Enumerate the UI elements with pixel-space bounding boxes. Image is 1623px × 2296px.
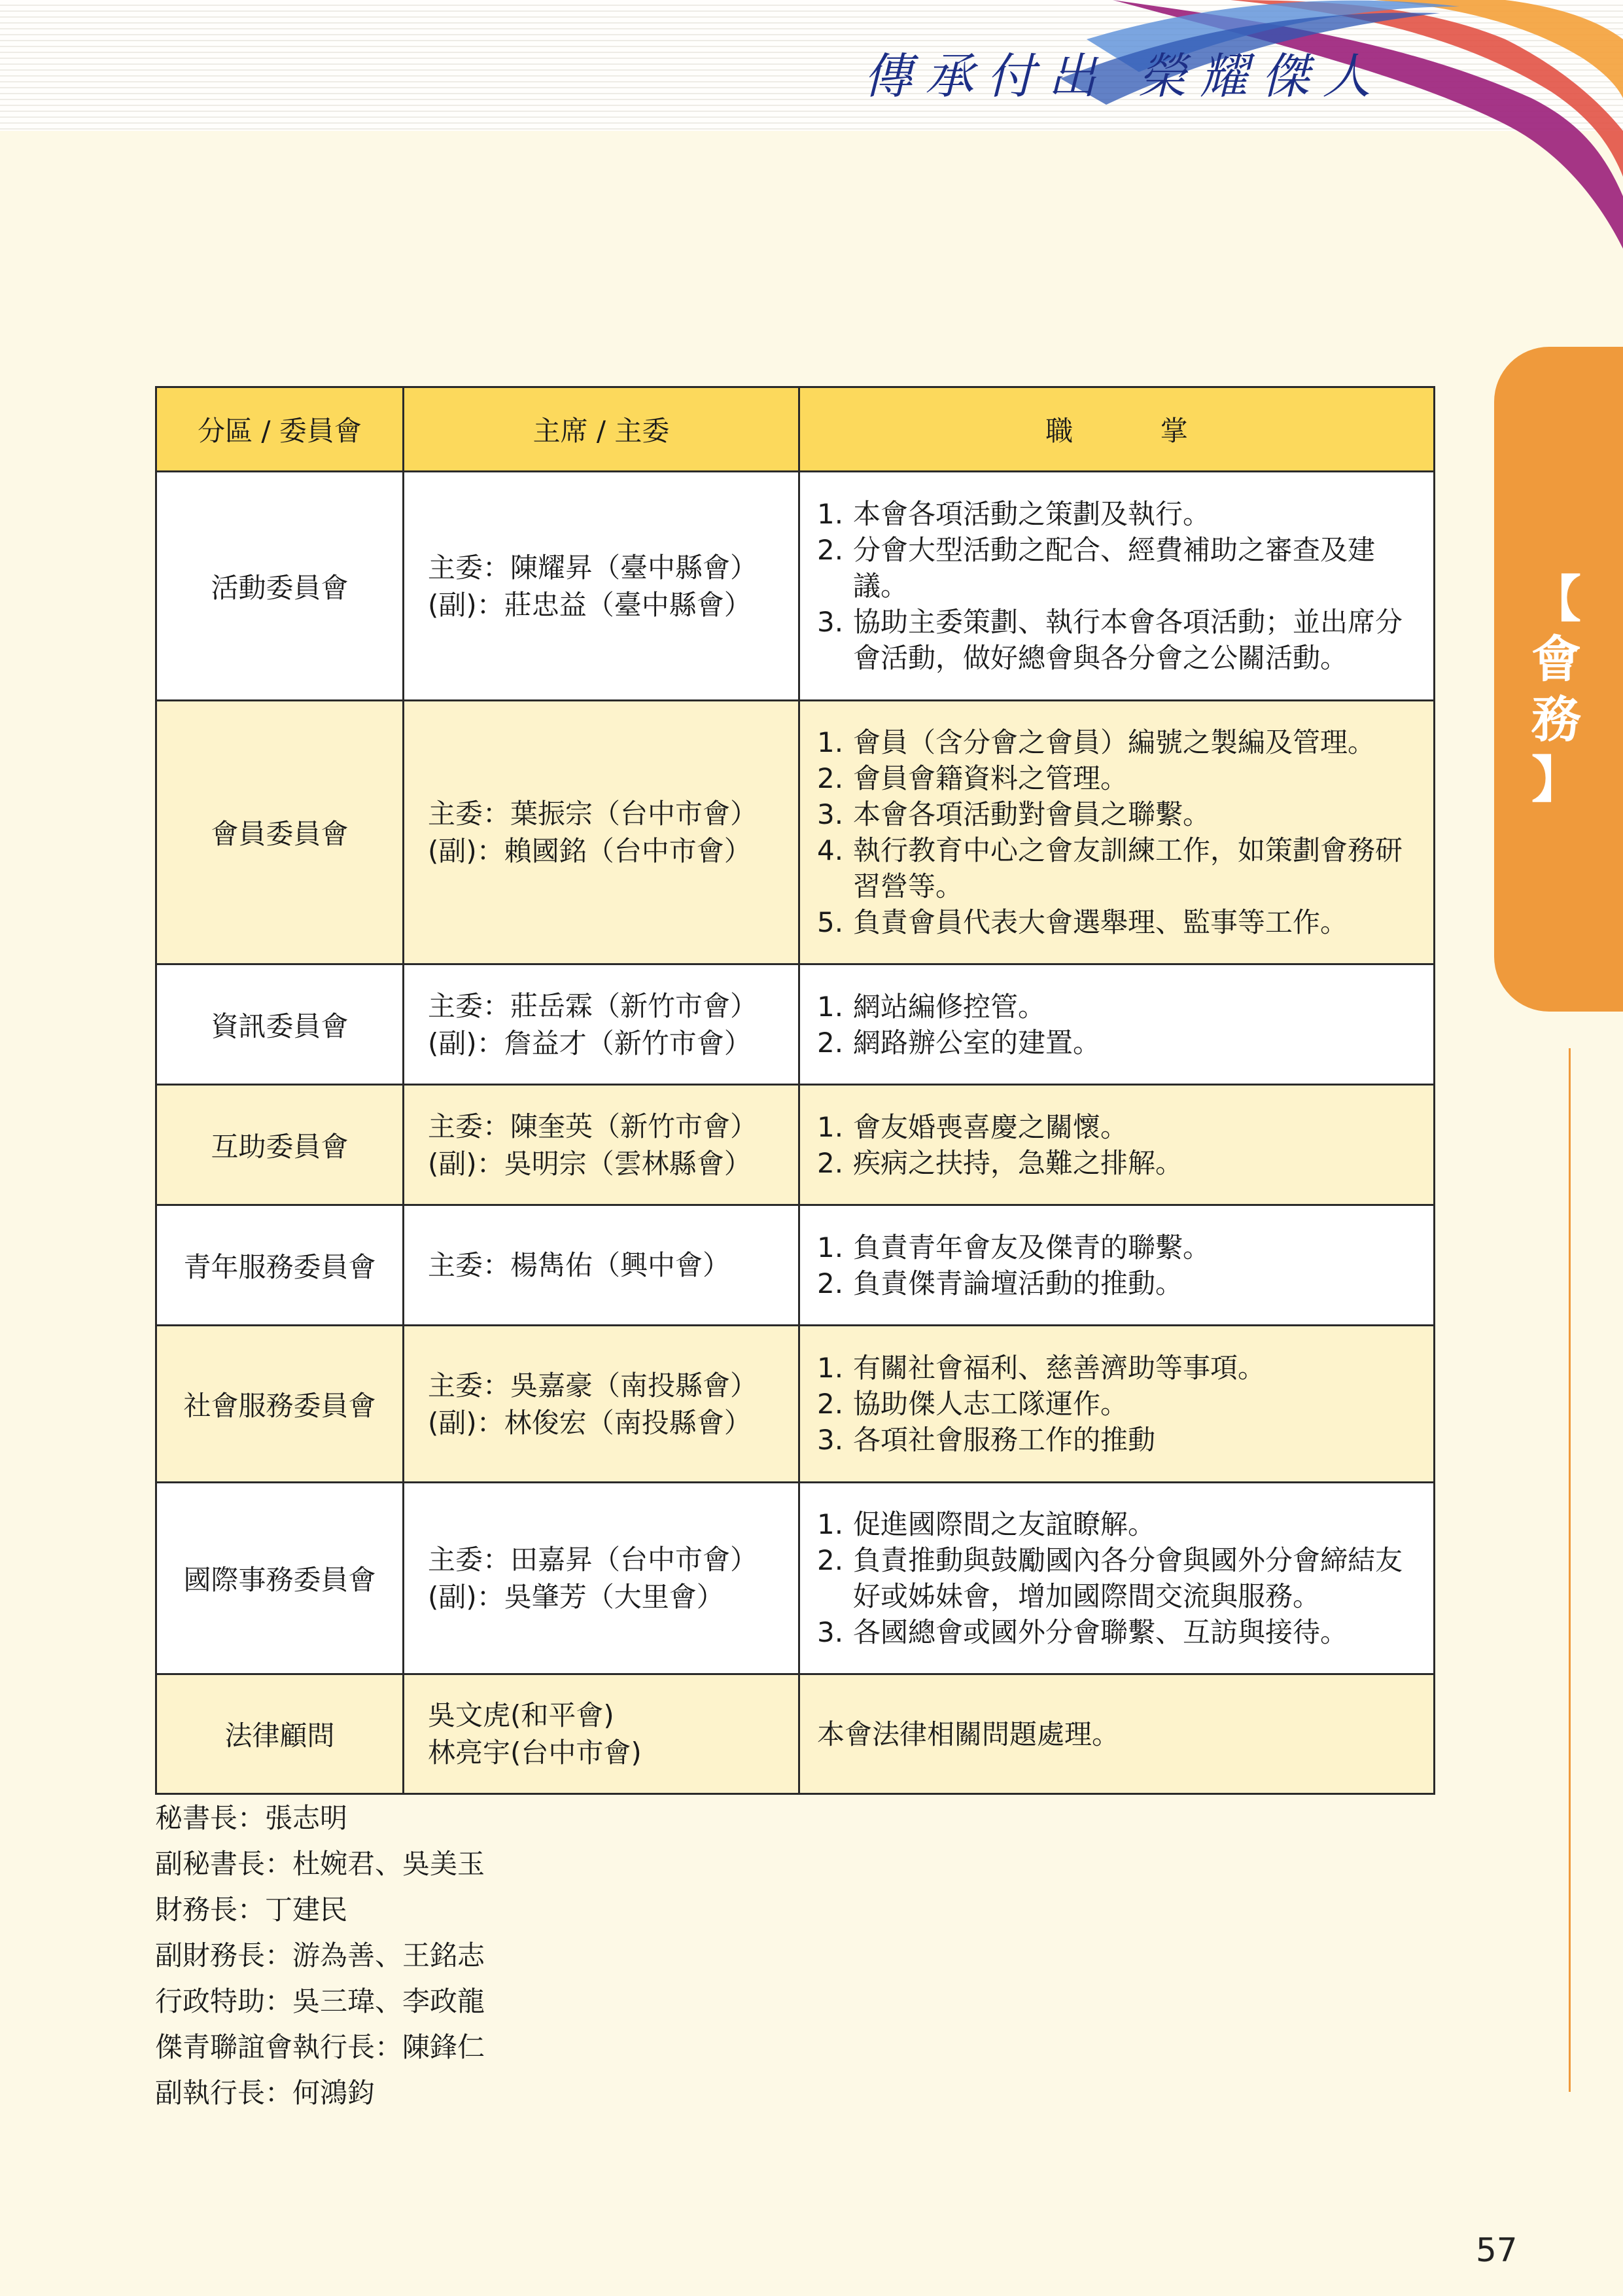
duty-text: 促進國際間之友誼瞭解。 <box>853 1508 1156 1540</box>
committee-name: 法律顧問 <box>156 1674 404 1794</box>
duty-number: 2. <box>817 1388 844 1420</box>
duty-item <box>817 1422 1420 1458</box>
duty-number: 1. <box>817 1508 844 1540</box>
duty-item <box>817 989 1420 1025</box>
chair-line: (副)：莊忠益（臺中縣會） <box>428 588 752 621</box>
committee-name: 國際事務委員會 <box>156 1483 404 1674</box>
duty-text: 本會各項活動之策劃及執行。 <box>853 498 1211 530</box>
chair-line: (副)：詹益才（新竹市會） <box>428 1027 752 1059</box>
side-tab-char: 務 <box>1531 690 1581 749</box>
committee-chairs <box>404 1085 799 1205</box>
duty-number: 3. <box>817 1424 844 1456</box>
chair-line: 主委：楊雋佑（興中會） <box>428 1249 731 1281</box>
chair-line: 主委：吳嘉豪（南投縣會） <box>428 1369 758 1402</box>
duty-number: 1. <box>817 990 844 1023</box>
duty-number: 1. <box>817 1110 844 1143</box>
committee-duties <box>799 472 1435 701</box>
duty-text: 負責會員代表大會選舉理、監事等工作。 <box>853 906 1348 938</box>
duty-item <box>817 1265 1420 1301</box>
duty-number: 4. <box>817 834 844 866</box>
duty-item <box>817 1506 1420 1542</box>
chair-line: 主委：陳耀昇（臺中縣會） <box>428 551 758 584</box>
committee-duties <box>799 1326 1435 1483</box>
committee-duties <box>799 1674 1435 1794</box>
side-tab-char: 會 <box>1531 630 1581 688</box>
duty-item <box>817 1109 1420 1145</box>
committee-chairs <box>404 1205 799 1326</box>
chair-line: 主委：葉振宗（台中市會） <box>428 798 758 830</box>
officers-list <box>155 1795 485 2116</box>
chair-line: 主委：田嘉昇（台中市會） <box>428 1544 758 1576</box>
duty-number: 1. <box>817 1352 844 1384</box>
duty-item <box>817 1025 1420 1061</box>
table-header-row <box>156 387 1435 472</box>
duty-number: 2. <box>817 762 844 794</box>
chair-line: (副)：吳明宗（雲林縣會） <box>428 1147 752 1180</box>
side-tab-label <box>1494 569 1618 810</box>
duty-text: 各項社會服務工作的推動 <box>853 1424 1156 1456</box>
officer-line: 財務長：丁建民 <box>155 1894 348 1926</box>
duty-text: 負責傑青論壇活動的推動。 <box>853 1267 1183 1299</box>
duty-number: 3. <box>817 1616 844 1648</box>
committee-name: 活動委員會 <box>156 472 404 701</box>
duty-number: 1. <box>817 498 844 530</box>
duty-item <box>817 604 1420 676</box>
duty-text: 負責青年會友及傑青的聯繫。 <box>853 1231 1211 1263</box>
committee-duties <box>799 1205 1435 1326</box>
duty-item <box>817 724 1420 760</box>
duty-number: 2. <box>817 1267 844 1299</box>
committee-name: 資訊委員會 <box>156 964 404 1085</box>
duty-number: 3. <box>817 606 844 638</box>
header-swoosh-graphic <box>1034 0 1623 249</box>
duty-item <box>817 1614 1420 1650</box>
duty-text: 有關社會福利、慈善濟助等事項。 <box>853 1352 1266 1384</box>
duty-item <box>817 904 1420 940</box>
committee-duties <box>799 964 1435 1085</box>
duty-item <box>817 760 1420 796</box>
committee-table <box>155 386 1435 1795</box>
header-title: 傳承付出 榮耀傑人 <box>864 48 1384 105</box>
duty-number: 1. <box>817 726 844 758</box>
committee-duties <box>799 1483 1435 1674</box>
duty-item <box>817 496 1420 532</box>
side-tab-section <box>1494 347 1623 1012</box>
committee-chairs <box>404 964 799 1085</box>
duty-item <box>817 1145 1420 1181</box>
officer-line: 副執行長：何鴻鈞 <box>155 2077 375 2109</box>
table-row <box>156 1483 1435 1674</box>
committee-name: 互助委員會 <box>156 1085 404 1205</box>
committee-name: 會員委員會 <box>156 701 404 964</box>
committee-chairs <box>404 1326 799 1483</box>
duty-text: 本會法律相關問題處理。 <box>817 1718 1120 1750</box>
committee-chairs <box>404 1674 799 1794</box>
duty-number: 3. <box>817 798 844 830</box>
table-row <box>156 701 1435 964</box>
column-header-district: 分區 / 委員會 <box>156 387 404 472</box>
side-divider-line <box>1569 1048 1571 2092</box>
duty-number: 2. <box>817 534 844 566</box>
chair-line: 吳文虎(和平會) <box>428 1699 614 1731</box>
duty-item <box>817 1386 1420 1422</box>
duty-number: 2. <box>817 1544 844 1576</box>
committee-chairs <box>404 472 799 701</box>
duty-text: 分會大型活動之配合、經費補助之審查及建議。 <box>853 534 1376 602</box>
duty-number: 5. <box>817 906 844 938</box>
duty-text: 負責推動與鼓勵國內各分會與國外分會締結友好或姊妹會，增加國際間交流與服務。 <box>853 1544 1403 1612</box>
table-row <box>156 472 1435 701</box>
chair-line: (副)：賴國銘（台中市會） <box>428 835 752 867</box>
duty-item <box>817 1350 1420 1386</box>
duty-text: 會員（含分會之會員）編號之製編及管理。 <box>853 726 1376 758</box>
side-tab-char: 【 <box>1531 570 1581 628</box>
chair-line: 主委：莊岳霖（新竹市會） <box>428 989 758 1022</box>
duty-item <box>817 1542 1420 1614</box>
duty-text: 協助傑人志工隊運作。 <box>853 1388 1128 1420</box>
duty-text: 本會各項活動對會員之聯繫。 <box>853 798 1211 830</box>
duty-item <box>817 532 1420 604</box>
table-row <box>156 1085 1435 1205</box>
committee-chairs <box>404 1483 799 1674</box>
table-row <box>156 964 1435 1085</box>
page-number: 57 <box>1476 2231 1518 2269</box>
column-header-chair: 主席 / 主委 <box>404 387 799 472</box>
chair-line: 主委：陳奎英（新竹市會） <box>428 1110 758 1142</box>
chair-line: (副)：林俊宏（南投縣會） <box>428 1406 752 1439</box>
duty-text: 執行教育中心之會友訓練工作，如策劃會務研習營等。 <box>853 834 1403 902</box>
committee-duties <box>799 701 1435 964</box>
duty-text: 會友婚喪喜慶之關懷。 <box>853 1110 1128 1143</box>
officer-line: 副秘書長：杜婉君、吳美玉 <box>155 1848 485 1880</box>
officer-line: 行政特助：吳三瑋、李政龍 <box>155 1985 485 2017</box>
committee-name: 青年服務委員會 <box>156 1205 404 1326</box>
duty-item <box>817 1229 1420 1265</box>
duty-text: 網站編修控管。 <box>853 990 1046 1023</box>
duty-item <box>817 796 1420 832</box>
duty-item <box>817 832 1420 904</box>
duty-number: 2. <box>817 1146 844 1179</box>
chair-line: 林亮宇(台中市會) <box>428 1737 642 1769</box>
duty-text: 會員會籍資料之管理。 <box>853 762 1128 794</box>
table-row <box>156 1326 1435 1483</box>
duty-text: 協助主委策劃、執行本會各項活動；並出席分會活動，做好總會與各分會之公關活動。 <box>853 606 1403 674</box>
duty-text: 各國總會或國外分會聯繫、互訪與接待。 <box>853 1616 1348 1648</box>
chair-line: (副)：吳肇芳（大里會） <box>428 1581 724 1613</box>
officer-line: 副財務長：游為善、王銘志 <box>155 1939 485 1971</box>
duty-text: 網路辦公室的建置。 <box>853 1026 1101 1059</box>
column-header-duties: 職 掌 <box>799 387 1435 472</box>
committee-duties <box>799 1085 1435 1205</box>
committee-name: 社會服務委員會 <box>156 1326 404 1483</box>
duty-number: 2. <box>817 1026 844 1059</box>
table-row <box>156 1674 1435 1794</box>
officer-line: 秘書長：張志明 <box>155 1802 348 1834</box>
duty-text: 疾病之扶持，急難之排解。 <box>853 1146 1183 1179</box>
committee-chairs <box>404 701 799 964</box>
side-tab-char: 】 <box>1531 751 1581 809</box>
table-row <box>156 1205 1435 1326</box>
officer-line: 傑青聯誼會執行長：陳鋒仁 <box>155 2031 485 2063</box>
duty-number: 1. <box>817 1231 844 1263</box>
